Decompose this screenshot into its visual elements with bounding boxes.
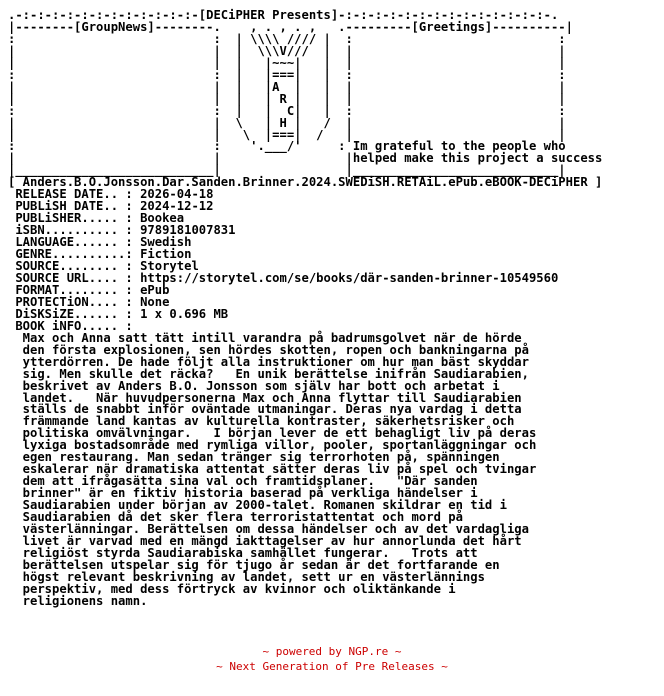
info-value: 2026-04-18 — [140, 187, 214, 202]
book-info-line: berättelsen utspelar sig för tjugo år sedan är det fortfarande en — [8, 557, 500, 572]
info-label: DiSKSiZE...... : — [8, 306, 141, 321]
nfo-document — [8, 10, 602, 608]
info-value: None — [140, 294, 170, 309]
banner-line: .-:-:-:-:-:-:-:-:-:-:-:-:-[DECiPHER Presents]-:-:-:-:-:-:-:-:-:-:-:-:-:-:-. — [8, 8, 559, 22]
info-label: iSBN.......... : — [8, 223, 141, 238]
banner-line: : : | |===| | : : — [8, 67, 566, 82]
info-value: Fiction — [140, 247, 192, 262]
banner-line: : : | | C| | : : — [8, 103, 566, 118]
book-info-line: eskalerar när dramatiska attentat sätter deras liv på spel och tvingar — [8, 462, 537, 477]
info-value: https://storytel.com/se/books/där-sanden-brinner-10549560 — [140, 270, 559, 285]
banner-line: | | | | R | | | | — [8, 91, 566, 106]
book-info-line: Saudiarabien då det sker flera terroristattentat och mord på — [8, 510, 463, 525]
info-label: PUBLiSH DATE.. : — [8, 199, 141, 214]
banner-line: | | \ |===| / | | — [8, 127, 566, 142]
book-info-line: lyxiga bostadsområde med rymliga villor, pooler, sportanläggningar och — [8, 438, 537, 453]
info-value: Swedish — [140, 235, 192, 250]
info-value: ePub — [140, 282, 170, 297]
release-name: [ Anders.B.O.Jonsson.Dar.Sanden.Brinner.2024.SWEDiSH.RETAiL.ePub.eBOOK-DECiPHER ] — [8, 175, 603, 190]
info-label: LANGUAGE...... : — [8, 235, 141, 250]
release-info-block — [8, 189, 602, 332]
banner-line: | | | |~~~| | | | — [8, 55, 566, 70]
book-info-line: religiöst styrda Saudiarabiska samhället fungerar. Trots att — [8, 545, 478, 560]
book-info-line: främmande land kantas av kulturella kontraster, säkerhetsrisker och — [8, 414, 515, 429]
banner-line: | | | |A | | | | — [8, 79, 566, 94]
book-info-line: livet är varvad med en mängd iakttagelser av hur annorlunda det hårt — [8, 533, 522, 548]
book-info-line: landet. När huvudpersonerna Max och Anna flyttar till Saudiarabien — [8, 390, 522, 405]
book-info-text — [8, 330, 602, 608]
book-info-line: dem att ifrågasätta sina val och framtidsplaner. "Där sanden — [8, 474, 478, 489]
book-info-line: sig. Men skulle det räcka? En unik berättelse inifrån Saudiarabien, — [8, 366, 529, 381]
info-label: PROTECTiON.... : — [8, 294, 141, 309]
book-info-line: ställs de snabbt inför oväntade utmaningar. Deras nya vardag i detta — [8, 402, 522, 417]
banner-line: |--------[GroupNews]--------. , . , . , .---------[Greetings]----------| — [8, 19, 573, 34]
book-info-line: religionens namn. — [8, 593, 148, 608]
book-info-line: västerlänningar. Berättelsen om dessa händelser och av det vardagliga — [8, 521, 529, 536]
info-value: Bookea — [140, 211, 185, 226]
ascii-banner — [8, 10, 602, 177]
book-info-line: egen restaurang. Man sedan tränger sig terrorhoten på, spänningen — [8, 450, 500, 465]
info-label: RELEASE DATE.. : — [8, 187, 141, 202]
info-value: Storytel — [140, 259, 199, 274]
banner-line: | | \ | H | / | | — [8, 115, 566, 130]
book-info-line: den första explosionen, sen hördes skotten, ropen och bankningarna på — [8, 342, 529, 357]
banner-line: | | |helped make this project a success — [8, 151, 603, 166]
info-label: GENRE..........: — [8, 247, 141, 262]
info-label: SOURCE URL.... : — [8, 270, 141, 285]
banner-line: : : | \\\\ //// | : : — [8, 31, 566, 46]
banner-line: : : '.___/' : Im grateful to the people who — [8, 139, 566, 154]
book-info-line: ytterdörren. De hade följt alla instruktioner om hur man bäst skyddar — [8, 354, 529, 369]
info-label: BOOK iNFO..... : — [8, 318, 141, 333]
banner-line: |___________________________| |____________________________| — [8, 163, 566, 178]
info-value: 1 x 0.696 MB — [140, 306, 229, 321]
book-info-line: brinner" är en fiktiv historia baserad på verkliga händelser i — [8, 486, 478, 501]
info-value: 9789181007831 — [140, 223, 236, 238]
info-value: 2024-12-12 — [140, 199, 214, 214]
info-label: FORMAT........ : — [8, 282, 141, 297]
banner-line: | | | \\\V/// | | | — [8, 43, 566, 58]
book-info-line: perspektiv, med dess förtryck av kvinnor och oliktänkande i — [8, 581, 456, 596]
book-info-line: politiska omvälvningar. I början lever de ett behagligt liv på deras — [8, 426, 537, 441]
book-info-line: Saudiarabien under början av 2000-talet. Romanen skildrar en tid i — [8, 498, 507, 513]
info-label: PUBLiSHER..... : — [8, 211, 141, 226]
book-info-line: Max och Anna satt tätt intill varandra på badrumsgolvet när de hörde — [8, 330, 522, 345]
info-label: SOURCE........ : — [8, 259, 141, 274]
footer-tagline: ~ Next Generation of Pre Releases ~ — [216, 660, 448, 673]
book-info-line: högst relevant beskrivning av landet, sett ur en västerlännings — [8, 569, 485, 584]
footer-powered-by: ~ powered by NGP.re ~ — [262, 645, 402, 658]
book-info-line: beskrivet av Anders B.O. Jonsson som själv har bott och arbetat i — [8, 378, 500, 393]
